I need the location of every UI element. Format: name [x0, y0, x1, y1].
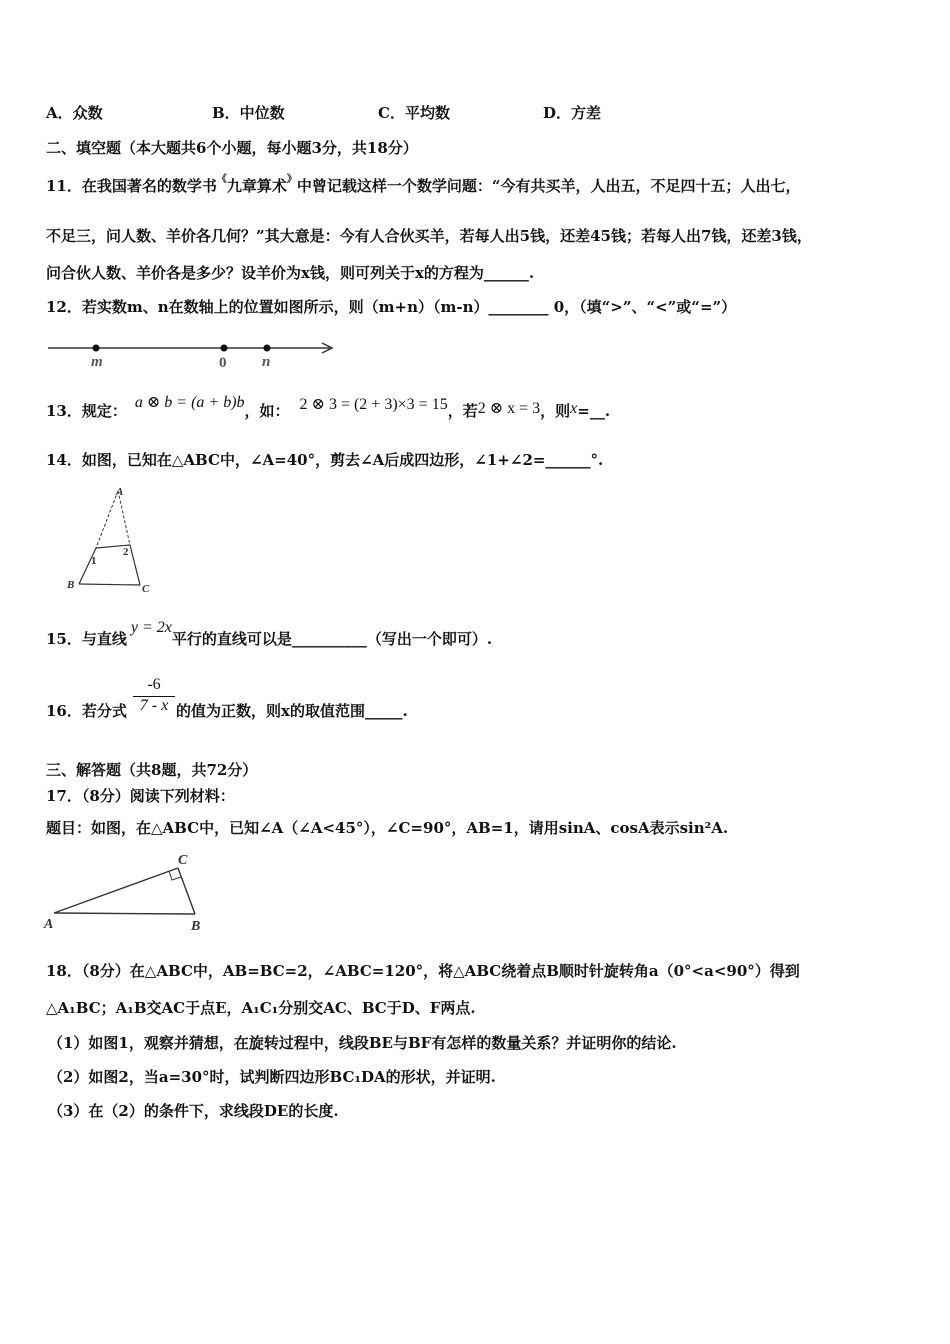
q13-cond: 2 ⊗ x = 3	[477, 400, 541, 417]
vertex-label-a: A	[116, 486, 124, 498]
q11-line1	[46, 175, 801, 196]
q17-line1: 17．（8分）阅读下列材料：	[46, 787, 235, 805]
q16-denominator: 7 - x	[139, 697, 169, 714]
vertex-label-c: C	[142, 583, 150, 595]
vertex-label-a: A	[44, 917, 54, 932]
q18-part2: （2）如图2，当a=30°时，试判断四边形BC₁DA的形状，并证明.	[48, 1068, 496, 1086]
angle-label-2: 2	[123, 546, 129, 558]
q18-line1: 18．（8分）在△ABC中，AB=BC=2，∠ABC=120°，将△ABC绕着点B顺时针旋转角a（0°<a<90°）得到	[46, 962, 800, 980]
q11-text-pre: 11．在我国著名的数学书	[46, 177, 217, 195]
q11-line3: 问合伙人数、羊价各是多少？设羊价为x钱，则可列关于x的方程为______.	[46, 264, 535, 282]
side-ac-dashed-top	[118, 491, 130, 545]
side-bc	[79, 584, 140, 585]
q18-part1: （1）如图1，观察并猜想，在旋转过程中，线段BE与BF有怎样的数量关系？并证明你的结论.	[48, 1034, 677, 1052]
q13-rule: a ⊗ b = (a + b)b	[134, 394, 245, 411]
side-ac	[54, 868, 178, 913]
number-line-figure	[46, 334, 346, 374]
angle-label-1: 1	[91, 555, 97, 567]
label-m: m	[91, 354, 103, 370]
q11-book-open: 《	[216, 174, 227, 185]
q13-cond-pre: ，若	[447, 402, 478, 420]
choice-d: D．方差	[543, 104, 602, 122]
q16-lead: 16．若分式	[46, 702, 127, 720]
q13-lead: 13．规定：	[46, 402, 127, 420]
q13-line	[46, 394, 611, 421]
q16-numerator: -6	[147, 676, 161, 693]
q11-text-post: 中曾记载这样一个数学问题：“今有共买羊，人出五，不足四十五；人出七，	[296, 177, 801, 195]
choice-a: A．众数	[46, 104, 103, 122]
hypotenuse-ab	[54, 913, 195, 914]
q11-book-title: 九章算术	[226, 177, 287, 195]
vertex-label-b: B	[67, 579, 75, 591]
triangle-cut-figure	[60, 484, 160, 596]
side-ac-lower	[130, 545, 140, 585]
q15-equation: y = 2x	[130, 619, 172, 636]
q11-line2: 不足三，问人数、羊价各几何？”其大意是：今有人合伙买羊，若每人出5钱，还差45钱；若每人出7钱，还差3钱，	[46, 227, 812, 245]
q15-lead: 15．与直线	[46, 630, 127, 648]
q11-book-close: 》	[286, 174, 297, 185]
q14-text: 14．如图，已知在△ABC中，∠A=40°，剪去∠A后成四边形，∠1+∠2=______°.	[46, 451, 604, 469]
q13-var: x	[570, 400, 578, 417]
point-n	[264, 345, 271, 352]
choice-b: B．中位数	[212, 104, 285, 122]
right-triangle-figure	[40, 848, 215, 940]
section3-heading: 三、解答题（共8题，共72分）	[46, 761, 258, 779]
label-zero: 0	[219, 355, 227, 371]
q16-fraction	[133, 676, 175, 715]
side-ab-dashed-top	[96, 491, 118, 548]
point-m	[93, 345, 100, 352]
vertex-label-c: C	[178, 853, 188, 868]
q12-text: 12．若实数m、n在数轴上的位置如图所示，则（m+n）（m-n）________ 0，（填“>”、“<”或“=”）	[46, 298, 737, 316]
q18-part3: （3）在（2）的条件下，求线段DE的长度.	[48, 1102, 339, 1120]
q13-example: 2 ⊗ 3 = (2 + 3)×3 = 15	[299, 396, 448, 413]
q13-mid: ，如：	[244, 402, 290, 420]
q17-line2: 题目：如图，在△ABC中，已知∠A（∠A<45°），∠C=90°，AB=1，请用sinA、cosA表示sin²A.	[46, 819, 729, 837]
point-zero	[221, 345, 228, 352]
q13-tail: =__.	[577, 402, 611, 420]
q15-line	[46, 619, 493, 649]
section2-heading: 二、填空题（本大题共6个小题，每小题3分，共18分）	[46, 139, 418, 157]
q15-tail: 平行的直线可以是__________（写出一个即可）.	[171, 630, 493, 648]
choice-c: C．平均数	[378, 104, 450, 122]
label-n: n	[262, 354, 271, 370]
q18-line2: △A₁BC；A₁B交AC于点E，A₁C₁分别交AC、BC于D、F两点.	[46, 999, 476, 1017]
side-cb	[178, 868, 195, 914]
q13-then: ，则	[540, 402, 571, 420]
vertex-label-b: B	[191, 919, 201, 934]
q16-tail: 的值为正数，则x的取值范围_____.	[176, 702, 408, 720]
